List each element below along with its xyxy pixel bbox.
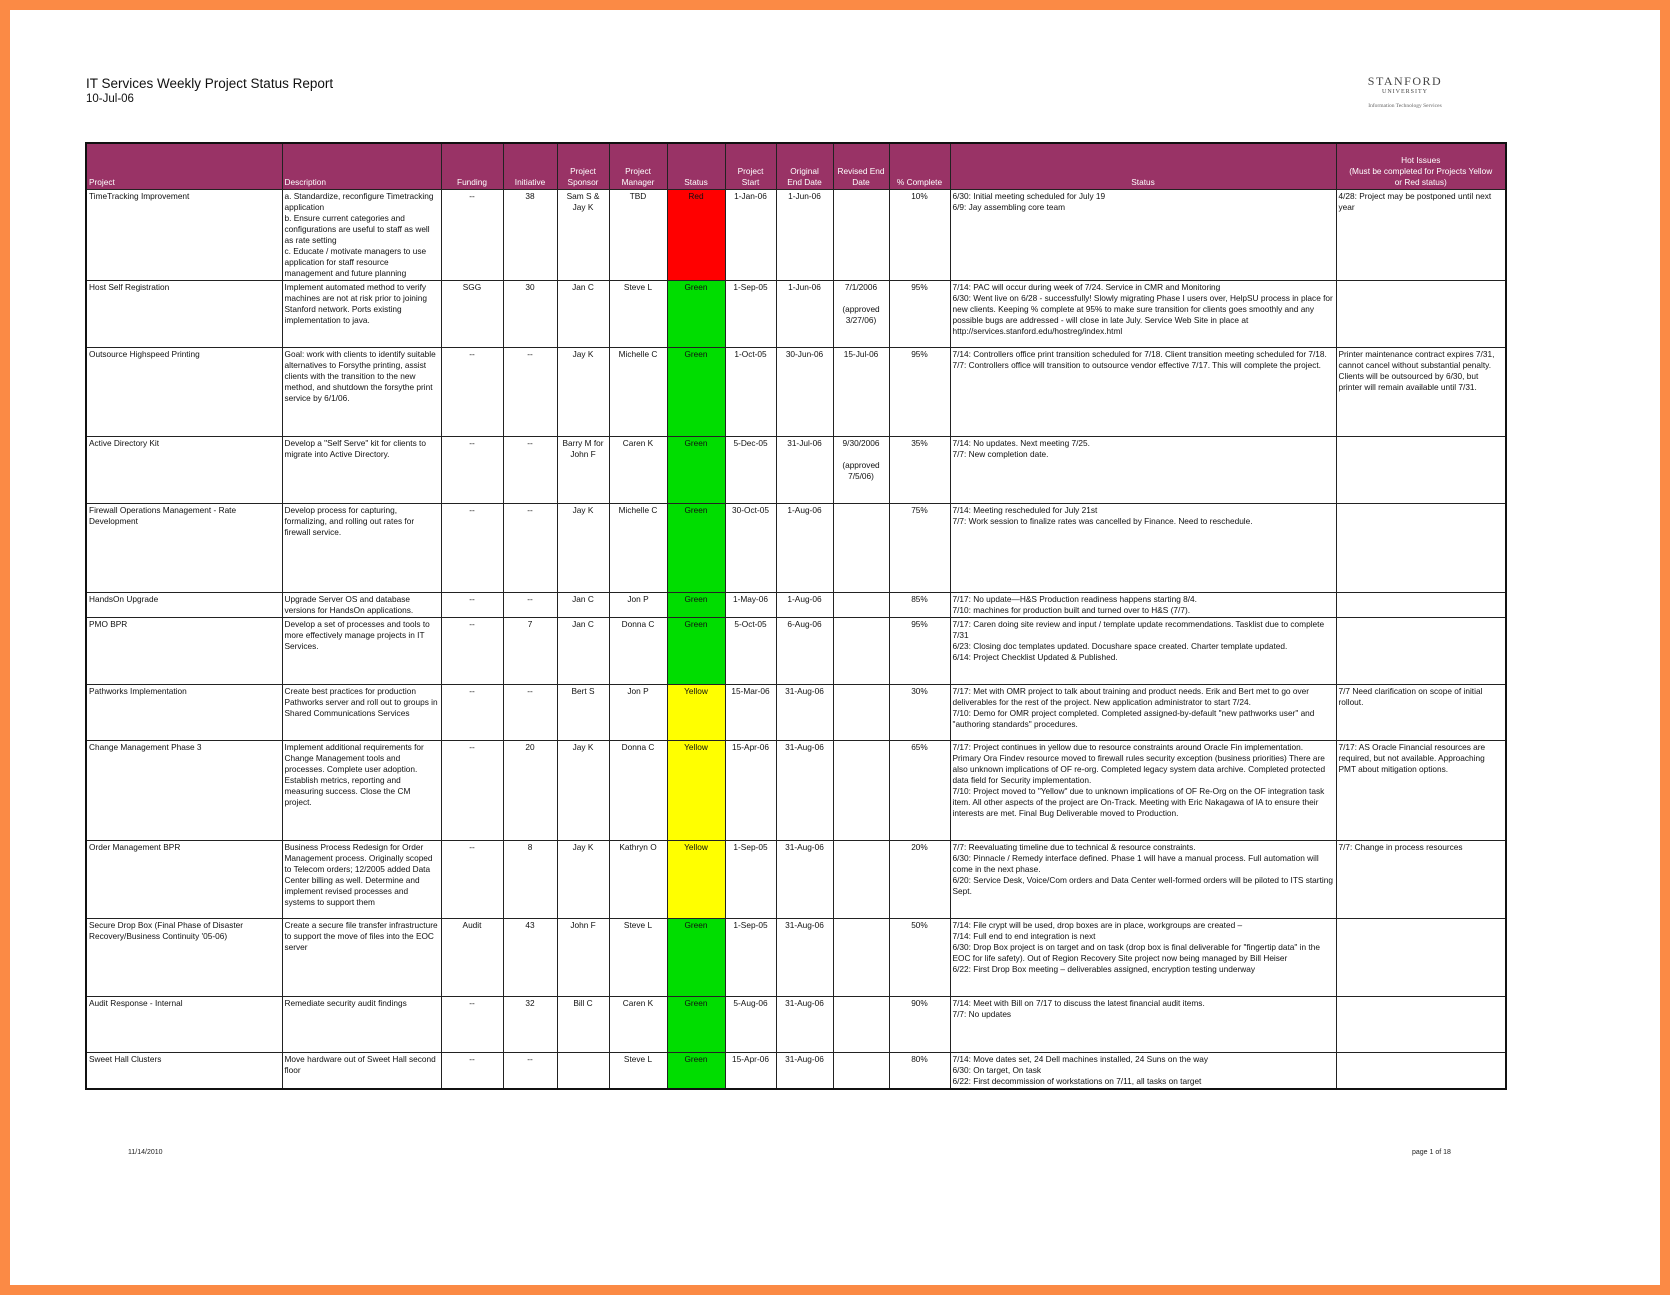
cell-initiative: 8 bbox=[503, 841, 557, 919]
cell-revised bbox=[833, 997, 889, 1053]
cell-complete: 30% bbox=[889, 685, 950, 741]
table-row bbox=[86, 618, 1506, 685]
table-row bbox=[86, 685, 1506, 741]
cell-complete: 65% bbox=[889, 741, 950, 841]
cell-funding: -- bbox=[441, 504, 503, 593]
cell-status-text: 7/14: Meet with Bill on 7/17 to discuss the latest financial audit items. 7/7: No updates bbox=[950, 997, 1336, 1053]
cell-revised bbox=[833, 741, 889, 841]
cell-funding: SGG bbox=[441, 281, 503, 348]
cell-funding: -- bbox=[441, 841, 503, 919]
cell-sponsor: Bert S bbox=[557, 685, 609, 741]
cell-manager: Donna C bbox=[609, 618, 667, 685]
cell-revised: 9/30/2006 (approved 7/5/06) bbox=[833, 437, 889, 504]
table-row bbox=[86, 190, 1506, 281]
cell-status-text: 6/30: Initial meeting scheduled for July 19 6/9: Jay assembling core team bbox=[950, 190, 1336, 281]
cell-manager: Caren K bbox=[609, 437, 667, 504]
cell-description: Implement automated method to verify machines are not at risk prior to joining Stanford network. Ports existing implementation to java. bbox=[282, 281, 441, 348]
cell-manager: Steve L bbox=[609, 281, 667, 348]
cell-description: Business Process Redesign for Order Management process. Originally scoped to Telecom orders; 12/2005 added Data Center billing as well. Determine and implement revised processes and systems to support them bbox=[282, 841, 441, 919]
cell-funding: -- bbox=[441, 997, 503, 1053]
cell-start: 15-Apr-06 bbox=[725, 741, 776, 841]
cell-hot-issues bbox=[1336, 504, 1506, 593]
status-table bbox=[85, 142, 1507, 1090]
cell-status-text: 7/14: File crypt will be used, drop boxes are in place, workgroups are created – 7/14: Full end to end integration is next 6/30: Drop Box project is on target and on task (drop box is final deliverable for "fingertip data" in the EOC for life safety). Out of Region Recovery Site project now being managed by Bill Heiser 6/22: First Drop Box meeting – deliverables assigned, encryption testing underway bbox=[950, 919, 1336, 997]
cell-end: 31-Aug-06 bbox=[776, 997, 833, 1053]
cell-description: a. Standardize, reconfigure Timetracking application b. Ensure current categories and configurations are useful to staff as well as rate setting c. Educate / motivate managers to use application for staff resource management and future planning bbox=[282, 190, 441, 281]
cell-revised bbox=[833, 504, 889, 593]
table-row bbox=[86, 741, 1506, 841]
cell-status-flag: Green bbox=[667, 437, 725, 504]
cell-funding: -- bbox=[441, 190, 503, 281]
cell-initiative: -- bbox=[503, 685, 557, 741]
cell-status-flag: Green bbox=[667, 618, 725, 685]
cell-end: 31-Aug-06 bbox=[776, 841, 833, 919]
cell-hot-issues: 7/17: AS Oracle Financial resources are required, but not available. Approaching PMT about mitigation options. bbox=[1336, 741, 1506, 841]
table-row bbox=[86, 281, 1506, 348]
cell-end: 30-Jun-06 bbox=[776, 348, 833, 437]
cell-project: Sweet Hall Clusters bbox=[86, 1053, 282, 1090]
logo-sub: UNIVERSITY bbox=[1382, 89, 1428, 95]
cell-revised: 7/1/2006 (approved 3/27/06) bbox=[833, 281, 889, 348]
cell-status-text: 7/17: Caren doing site review and input / template update recommendations. Tasklist due to complete 7/31 6/23: Closing doc templates updated. Docushare space created. Charter template updated. 6/14: Project Checklist Updated & Published. bbox=[950, 618, 1336, 685]
cell-project: Change Management Phase 3 bbox=[86, 741, 282, 841]
cell-start: 15-Apr-06 bbox=[725, 1053, 776, 1090]
header-end: Original End Date bbox=[776, 143, 833, 190]
cell-manager: Donna C bbox=[609, 741, 667, 841]
cell-hot-issues: Printer maintenance contract expires 7/31, cannot cancel without substantial penalty. Clients will be outsourced by 6/30, but printer will remain available until 7/31. bbox=[1336, 348, 1506, 437]
header-complete: % Complete bbox=[889, 143, 950, 190]
cell-funding: -- bbox=[441, 618, 503, 685]
header-sponsor: Project Sponsor bbox=[557, 143, 609, 190]
cell-funding: -- bbox=[441, 593, 503, 618]
cell-status-flag: Green bbox=[667, 348, 725, 437]
report-page bbox=[10, 10, 1660, 1285]
cell-complete: 75% bbox=[889, 504, 950, 593]
cell-complete: 90% bbox=[889, 997, 950, 1053]
cell-sponsor: John F bbox=[557, 919, 609, 997]
header-revised: Revised End Date bbox=[833, 143, 889, 190]
cell-status-text: 7/14: PAC will occur during week of 7/24. Service in CMR and Monitoring 6/30: Went live on 6/28 - successfully! Slowly migrating Phase I users over, HelpSU process in place for new clients. Keeping % complete at 95% to make sure transition for clients goes smoothly and any possible bugs are addressed - will close in late July. Service Web Site in place at http://services.stanford.edu/hostreg/index.html bbox=[950, 281, 1336, 348]
cell-project: Active Directory Kit bbox=[86, 437, 282, 504]
cell-status-flag: Green bbox=[667, 1053, 725, 1090]
cell-description: Develop a "Self Serve" kit for clients to migrate into Active Directory. bbox=[282, 437, 441, 504]
header-status-text: Status bbox=[950, 143, 1336, 190]
cell-complete: 10% bbox=[889, 190, 950, 281]
footer-page-number: page 1 of 18 bbox=[1412, 1149, 1451, 1156]
cell-revised bbox=[833, 1053, 889, 1090]
cell-start: 30-Oct-05 bbox=[725, 504, 776, 593]
logo-dept: Information Technology Services bbox=[1368, 103, 1442, 109]
cell-status-text: 7/17: No update—H&S Production readiness happens starting 8/4. 7/10: machines for production built and turned over to H&S (7/7). bbox=[950, 593, 1336, 618]
table-row bbox=[86, 348, 1506, 437]
cell-sponsor: Jay K bbox=[557, 348, 609, 437]
cell-start: 15-Mar-06 bbox=[725, 685, 776, 741]
cell-sponsor: Jan C bbox=[557, 618, 609, 685]
stanford-logo bbox=[1346, 74, 1464, 109]
cell-revised bbox=[833, 685, 889, 741]
cell-description: Create best practices for production Pathworks server and roll out to groups in Shared Communications Services bbox=[282, 685, 441, 741]
cell-status-flag: Green bbox=[667, 997, 725, 1053]
cell-manager: Steve L bbox=[609, 1053, 667, 1090]
cell-status-text: 7/14: Move dates set, 24 Dell machines installed, 24 Suns on the way 6/30: On target, On task 6/22: First decommission of workstations on 7/11, all tasks on target bbox=[950, 1053, 1336, 1090]
cell-end: 1-Aug-06 bbox=[776, 593, 833, 618]
cell-status-text: 7/17: Met with OMR project to talk about training and product needs. Erik and Bert met to go over deliverables for the rest of the project. New application administrator to start 7/24. 7/10: Demo for OMR project completed. Completed assigned-by-default "new pathworks user" and "authoring standards" procedures. bbox=[950, 685, 1336, 741]
cell-description: Goal: work with clients to identify suitable alternatives to Forsythe printing, assist clients with the transition to the new method, and shutdown the forsythe print service by 6/1/06. bbox=[282, 348, 441, 437]
cell-status-flag: Yellow bbox=[667, 685, 725, 741]
cell-status-flag: Yellow bbox=[667, 841, 725, 919]
cell-complete: 95% bbox=[889, 348, 950, 437]
cell-end: 1-Aug-06 bbox=[776, 504, 833, 593]
cell-start: 5-Aug-06 bbox=[725, 997, 776, 1053]
cell-funding: -- bbox=[441, 348, 503, 437]
cell-start: 1-Oct-05 bbox=[725, 348, 776, 437]
cell-start: 5-Dec-05 bbox=[725, 437, 776, 504]
cell-complete: 80% bbox=[889, 1053, 950, 1090]
cell-manager: TBD bbox=[609, 190, 667, 281]
header-initiative: Initiative bbox=[503, 143, 557, 190]
cell-sponsor: Bill C bbox=[557, 997, 609, 1053]
cell-status-flag: Green bbox=[667, 504, 725, 593]
cell-revised bbox=[833, 841, 889, 919]
cell-hot-issues bbox=[1336, 1053, 1506, 1090]
cell-description: Move hardware out of Sweet Hall second floor bbox=[282, 1053, 441, 1090]
cell-project: Audit Response - Internal bbox=[86, 997, 282, 1053]
cell-manager: Michelle C bbox=[609, 348, 667, 437]
cell-manager: Caren K bbox=[609, 997, 667, 1053]
cell-hot-issues: 7/7: Change in process resources bbox=[1336, 841, 1506, 919]
cell-initiative: -- bbox=[503, 593, 557, 618]
cell-description: Remediate security audit findings bbox=[282, 997, 441, 1053]
table-row bbox=[86, 593, 1506, 618]
cell-status-text: 7/14: Meeting rescheduled for July 21st 7/7: Work session to finalize rates was cancelled by Finance. Need to reschedule. bbox=[950, 504, 1336, 593]
cell-sponsor: Jay K bbox=[557, 504, 609, 593]
cell-revised bbox=[833, 919, 889, 997]
cell-hot-issues bbox=[1336, 437, 1506, 504]
cell-sponsor: Sam S & Jay K bbox=[557, 190, 609, 281]
cell-start: 1-Sep-05 bbox=[725, 841, 776, 919]
cell-status-flag: Green bbox=[667, 281, 725, 348]
header-start: Project Start bbox=[725, 143, 776, 190]
cell-end: 31-Aug-06 bbox=[776, 919, 833, 997]
cell-manager: Jon P bbox=[609, 593, 667, 618]
cell-revised bbox=[833, 593, 889, 618]
cell-initiative: 43 bbox=[503, 919, 557, 997]
table-body bbox=[86, 190, 1506, 1090]
cell-manager: Steve L bbox=[609, 919, 667, 997]
cell-start: 1-Sep-05 bbox=[725, 281, 776, 348]
cell-status-flag: Red bbox=[667, 190, 725, 281]
cell-end: 31-Jul-06 bbox=[776, 437, 833, 504]
cell-status-flag: Green bbox=[667, 919, 725, 997]
cell-project: Order Management BPR bbox=[86, 841, 282, 919]
cell-complete: 95% bbox=[889, 281, 950, 348]
table-row bbox=[86, 504, 1506, 593]
cell-project: Pathworks Implementation bbox=[86, 685, 282, 741]
table-row bbox=[86, 1053, 1506, 1090]
report-title: IT Services Weekly Project Status Report bbox=[86, 76, 334, 91]
cell-sponsor: Barry M for John F bbox=[557, 437, 609, 504]
cell-project: Outsource Highspeed Printing bbox=[86, 348, 282, 437]
cell-funding: -- bbox=[441, 741, 503, 841]
cell-sponsor bbox=[557, 1053, 609, 1090]
cell-sponsor: Jay K bbox=[557, 841, 609, 919]
cell-complete: 95% bbox=[889, 618, 950, 685]
cell-project: Secure Drop Box (Final Phase of Disaster Recovery/Business Continuity '05-06) bbox=[86, 919, 282, 997]
cell-end: 1-Jun-06 bbox=[776, 190, 833, 281]
cell-end: 31-Aug-06 bbox=[776, 685, 833, 741]
logo-name: STANFORD bbox=[1367, 74, 1443, 88]
cell-hot-issues bbox=[1336, 281, 1506, 348]
cell-revised: 15-Jul-06 bbox=[833, 348, 889, 437]
footer-printed-date: 11/14/2010 bbox=[128, 1149, 163, 1156]
table-header bbox=[86, 143, 1506, 190]
cell-status-flag: Green bbox=[667, 593, 725, 618]
cell-hot-issues: 4/28: Project may be postponed until next year bbox=[1336, 190, 1506, 281]
cell-status-text: 7/17: Project continues in yellow due to resource constraints around Oracle Fin implementation. Primary Ora Findev resource moved to firewall rules security exception (business priorities) There are also unknown implications of OF re-org. Completed legacy system data archive. Completed protected data field for Security implementation. 7/10: Project moved to "Yellow" due to unknown implications of OF Re-Org on the OF integration task item. All other aspects of the project are On-Track. Meeting with Eric Nakagawa of IA to ensure their interests are met. Final Bug Deliverable moved to Production. bbox=[950, 741, 1336, 841]
cell-revised bbox=[833, 618, 889, 685]
table-row bbox=[86, 997, 1506, 1053]
cell-initiative: -- bbox=[503, 437, 557, 504]
cell-start: 1-Jan-06 bbox=[725, 190, 776, 281]
cell-sponsor: Jay K bbox=[557, 741, 609, 841]
cell-status-text: 7/14: Controllers office print transition scheduled for 7/18. Client transition meeting scheduled for 7/18. 7/7: Controllers office will transition to outsource vendor effective 7/17. This will complete the project. bbox=[950, 348, 1336, 437]
cell-initiative: 38 bbox=[503, 190, 557, 281]
header-row bbox=[86, 143, 1506, 190]
cell-sponsor: Jan C bbox=[557, 593, 609, 618]
cell-status-text: 7/14: No updates. Next meeting 7/25. 7/7: New completion date. bbox=[950, 437, 1336, 504]
cell-end: 1-Jun-06 bbox=[776, 281, 833, 348]
cell-initiative: -- bbox=[503, 1053, 557, 1090]
cell-manager: Jon P bbox=[609, 685, 667, 741]
cell-project: PMO BPR bbox=[86, 618, 282, 685]
cell-manager: Kathryn O bbox=[609, 841, 667, 919]
cell-revised bbox=[833, 190, 889, 281]
header-funding: Funding bbox=[441, 143, 503, 190]
cell-complete: 20% bbox=[889, 841, 950, 919]
cell-project: TimeTracking Improvement bbox=[86, 190, 282, 281]
cell-description: Create a secure file transfer infrastructure to support the move of files into the EOC server bbox=[282, 919, 441, 997]
header-manager: Project Manager bbox=[609, 143, 667, 190]
cell-end: 31-Aug-06 bbox=[776, 1053, 833, 1090]
cell-complete: 35% bbox=[889, 437, 950, 504]
cell-start: 1-Sep-05 bbox=[725, 919, 776, 997]
cell-description: Upgrade Server OS and database versions for HandsOn applications. bbox=[282, 593, 441, 618]
cell-description: Implement additional requirements for Change Management tools and processes. Complete user adoption. Establish metrics, reporting and measuring success. Close the CM project. bbox=[282, 741, 441, 841]
cell-sponsor: Jan C bbox=[557, 281, 609, 348]
cell-hot-issues bbox=[1336, 618, 1506, 685]
cell-status-flag: Yellow bbox=[667, 741, 725, 841]
table-row bbox=[86, 919, 1506, 997]
cell-hot-issues bbox=[1336, 593, 1506, 618]
cell-status-text: 7/7: Reevaluating timeline due to technical & resource constraints. 6/30: Pinnacle / Remedy interface defined. Phase 1 will have a manual process. Full automation will come in the next phase. 6/20: Service Desk, Voice/Com orders and Data Center well-formed orders will be piloted to ITS starting Sept. bbox=[950, 841, 1336, 919]
cell-hot-issues: 7/7 Need clarification on scope of initial rollout. bbox=[1336, 685, 1506, 741]
cell-hot-issues bbox=[1336, 997, 1506, 1053]
cell-project: Host Self Registration bbox=[86, 281, 282, 348]
cell-end: 6-Aug-06 bbox=[776, 618, 833, 685]
table-row bbox=[86, 841, 1506, 919]
header-project: Project bbox=[86, 143, 282, 190]
cell-funding: -- bbox=[441, 685, 503, 741]
cell-hot-issues bbox=[1336, 919, 1506, 997]
cell-funding: -- bbox=[441, 437, 503, 504]
cell-funding: Audit bbox=[441, 919, 503, 997]
header-hot-issues: Hot Issues (Must be completed for Projects Yellow or Red status) bbox=[1336, 143, 1506, 190]
cell-description: Develop process for capturing, formalizing, and rolling out rates for firewall service. bbox=[282, 504, 441, 593]
header-status-flag: Status bbox=[667, 143, 725, 190]
cell-project: Firewall Operations Management - Rate Development bbox=[86, 504, 282, 593]
cell-manager: Michelle C bbox=[609, 504, 667, 593]
cell-initiative: -- bbox=[503, 348, 557, 437]
cell-project: HandsOn Upgrade bbox=[86, 593, 282, 618]
cell-initiative: 7 bbox=[503, 618, 557, 685]
cell-initiative: -- bbox=[503, 504, 557, 593]
cell-initiative: 20 bbox=[503, 741, 557, 841]
report-date: 10-Jul-06 bbox=[86, 93, 134, 105]
cell-description: Develop a set of processes and tools to more effectively manage projects in IT Services. bbox=[282, 618, 441, 685]
table-row bbox=[86, 437, 1506, 504]
cell-end: 31-Aug-06 bbox=[776, 741, 833, 841]
cell-initiative: 32 bbox=[503, 997, 557, 1053]
cell-complete: 85% bbox=[889, 593, 950, 618]
cell-initiative: 30 bbox=[503, 281, 557, 348]
header-description: Description bbox=[282, 143, 441, 190]
cell-start: 5-Oct-05 bbox=[725, 618, 776, 685]
cell-funding: -- bbox=[441, 1053, 503, 1090]
cell-complete: 50% bbox=[889, 919, 950, 997]
cell-start: 1-May-06 bbox=[725, 593, 776, 618]
